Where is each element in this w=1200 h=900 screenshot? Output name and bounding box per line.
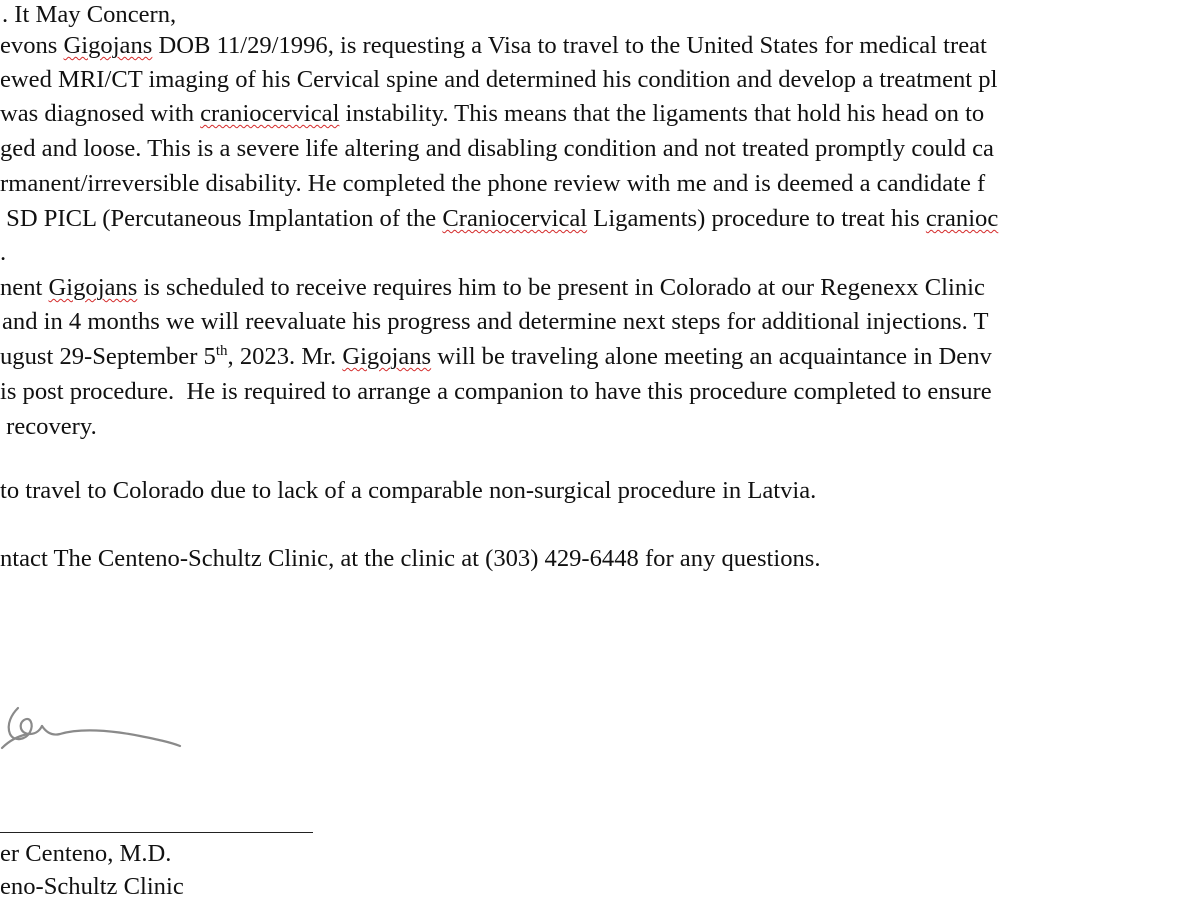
paragraph-3: to travel to Colorado due to lack of a comparable non-surgical procedure in Latvia. — [0, 477, 817, 504]
text-run: evons — [0, 32, 64, 59]
signature-line — [0, 832, 313, 833]
text-run: instability. This means that the ligaments that hold his head on to — [339, 100, 985, 127]
spellcheck-flagged-word: craniocervical — [200, 100, 340, 127]
handwritten-signature — [0, 690, 200, 780]
text-run: Ligaments) procedure to treat his — [587, 205, 926, 232]
salutation: . It May Concern, — [2, 1, 177, 28]
paragraph-4: ntact The Centeno-Schultz Clinic, at the clinic at (303) 429-6448 for any questions. — [0, 545, 821, 572]
text-run: nent — [0, 274, 49, 301]
text-run: DOB 11/29/1996, is requesting a Visa to travel to the United States for medical treat — [152, 32, 987, 59]
text-run: was diagnosed with — [0, 100, 201, 127]
text-run: , 2023. Mr. — [227, 343, 343, 370]
spellcheck-flagged-word: Gigojans — [48, 274, 138, 301]
paragraph-1-line-7: . — [0, 239, 7, 266]
paragraph-1-line-3 — [0, 99, 984, 129]
paragraph-2-line-2: and in 4 months we will reevaluate his progress and determine next steps for additional injections. T — [2, 308, 989, 335]
ordinal-superscript: th — [215, 343, 228, 359]
text-run: is scheduled to receive requires him to be present in Colorado at our Regenexx Clinic — [137, 274, 985, 301]
paragraph-1-line-1 — [0, 31, 987, 61]
paragraph-1-line-4: ged and loose. This is a severe life altering and disabling condition and not treated promptly could ca — [0, 135, 994, 162]
signatory-name: er Centeno, M.D. — [0, 840, 172, 867]
text-run: will be traveling alone meeting an acquaintance in Denv — [431, 343, 992, 370]
spellcheck-flagged-word: cranioc — [925, 205, 999, 232]
paragraph-1-line-6 — [0, 204, 998, 234]
paragraph-2-line-3 — [0, 342, 992, 372]
paragraph-2-line-1 — [0, 273, 985, 303]
paragraph-1-line-5: rmanent/irreversible disability. He completed the phone review with me and is deemed a candidate f — [0, 170, 986, 197]
spellcheck-flagged-word: Gigojans — [63, 32, 153, 59]
paragraph-2-line-4: is post procedure. He is required to arrange a companion to have this procedure completed to ensure — [0, 378, 992, 405]
spellcheck-flagged-word: Craniocervical — [442, 205, 588, 232]
text-run: SD PICL (Percutaneous Implantation of the — [0, 205, 443, 232]
signature-drawing — [0, 690, 200, 780]
paragraph-1-line-2: ewed MRI/CT imaging of his Cervical spine and determined his condition and develop a treatment pl — [0, 66, 998, 93]
text-run: ugust 29-September 5 — [0, 343, 216, 370]
paragraph-2-line-5: recovery. — [0, 413, 97, 440]
signatory-clinic: eno-Schultz Clinic — [0, 873, 184, 900]
spellcheck-flagged-word: Gigojans — [342, 343, 432, 370]
